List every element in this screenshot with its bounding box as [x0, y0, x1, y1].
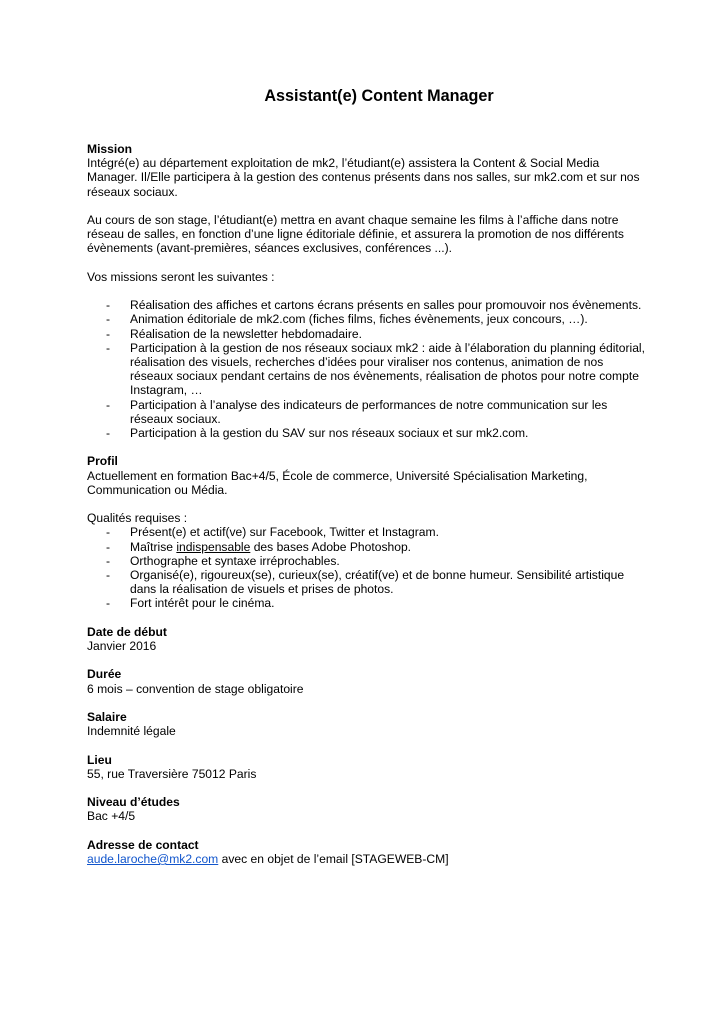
quality-text: Maîtrise — [130, 539, 177, 554]
mission-paragraph-2: Au cours de son stage, l’étudiant(e) mettra en avant chaque semaine les films à l’affiche dans notre réseau de salles, en fonction d’une ligne éditoriale définie, et assurera la promotion de nos différents évènements (avant-premières, séances exclusives, conférences ...). — [87, 213, 624, 256]
date-debut-section — [87, 625, 647, 653]
duree-value: 6 mois – convention de stage obligatoire — [87, 681, 304, 696]
mission-section — [87, 142, 647, 440]
contact-section — [87, 838, 647, 866]
document-page — [87, 86, 647, 866]
contact-line — [87, 852, 647, 866]
contact-heading: Adresse de contact — [87, 837, 199, 852]
salaire-value: Indemnité légale — [87, 724, 176, 739]
mission-paragraph-1: Intégré(e) au département exploitation de mk2, l’étudiant(e) assistera la Content & Social Media Manager. Il/Elle participera à la gestion des contenus présents dans nos salles, sur mk2.com et sur nos réseaux sociaux. — [87, 156, 640, 199]
page-title: Assistant(e) Content Manager — [264, 87, 494, 105]
lieu-value: 55, rue Traversière 75012 Paris — [87, 766, 257, 781]
salaire-section — [87, 710, 647, 738]
qualities-list — [87, 525, 647, 610]
niveau-section — [87, 795, 647, 823]
quality-underlined-text: indispensable — [176, 539, 251, 554]
missions-intro: Vos missions seront les suivantes : — [87, 269, 275, 284]
list-item — [87, 540, 647, 554]
list-item: - Organisé(e), rigoureux(se), curieux(se), créatif(ve) et de bonne humeur. Sensibilité artistique dans la réalisation de visuels et prises de photos. — [87, 568, 647, 596]
duree-section — [87, 667, 647, 695]
salaire-heading: Salaire — [87, 710, 127, 724]
mission-heading: Mission — [87, 142, 133, 156]
list-item: - Fort intérêt pour le cinéma. — [87, 596, 647, 610]
duree-heading: Durée — [87, 667, 122, 682]
list-item: - Réalisation de la newsletter hebdomadaire. — [87, 327, 647, 341]
qualities-intro: Qualités requises : — [87, 511, 188, 526]
contact-suffix: avec en objet de l’email [STAGEWEB-CM] — [218, 851, 449, 866]
profil-text: Actuellement en formation Bac+4/5, École de commerce, Université Spécialisation Marketing, Communication ou Média. — [87, 468, 588, 497]
list-item: - Participation à la gestion du SAV sur nos réseaux sociaux et sur mk2.com. — [87, 426, 647, 440]
list-item: - Orthographe et syntaxe irréprochables. — [87, 554, 647, 568]
lieu-heading: Lieu — [87, 752, 112, 767]
lieu-section — [87, 753, 647, 781]
contact-email-link[interactable]: aude.laroche@mk2.com — [87, 851, 219, 866]
profil-section — [87, 454, 647, 610]
niveau-value: Bac +4/5 — [87, 809, 136, 824]
niveau-heading: Niveau d’études — [87, 795, 180, 810]
list-item: - Participation à la gestion de nos réseaux sociaux mk2 : aide à l’élaboration du planning éditorial, réalisation des visuels, recherches d’idées pour viraliser nos contenus, animation de nos réseaux sociaux pendant certains de nos évènements, réalisation de photos pour notre compte Instagram, … — [87, 341, 647, 398]
profil-heading: Profil — [87, 454, 118, 469]
list-item: - Participation à l’analyse des indicateurs de performances de notre communication sur les réseaux sociaux. — [87, 398, 647, 426]
date-debut-value: Janvier 2016 — [87, 639, 157, 654]
list-item: - Présent(e) et actif(ve) sur Facebook, Twitter et Instagram. — [87, 525, 647, 539]
list-item: - Animation éditoriale de mk2.com (fiches films, fiches évènements, jeux concours, …). — [87, 312, 647, 326]
missions-list — [87, 298, 647, 440]
quality-text: des bases Adobe Photoshop. — [250, 539, 412, 554]
date-debut-heading: Date de début — [87, 624, 167, 639]
list-item: - Réalisation des affiches et cartons écrans présents en salles pour promouvoir nos évènements. — [87, 298, 647, 312]
